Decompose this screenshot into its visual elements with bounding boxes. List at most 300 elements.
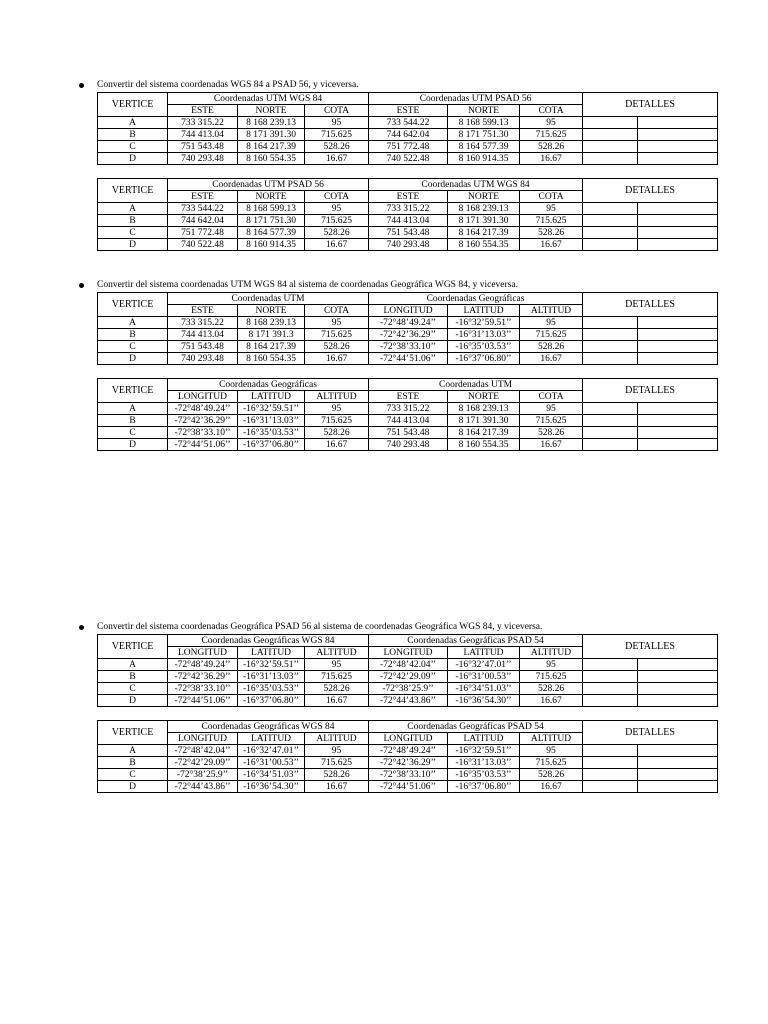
vertex-cell: A [98,317,168,329]
details-cell [583,353,638,365]
value-cell: -72°38’25.9’’ [369,683,448,695]
section-utm-geographic [97,280,717,451]
vertex-cell: C [98,341,168,353]
value-cell: 744 413.04 [168,129,238,141]
column-header: ESTE [369,105,448,117]
value-cell: 16.67 [520,239,583,251]
value-cell: 8 160 554.35 [448,439,520,451]
vertex-cell: C [98,427,168,439]
details-cell [583,757,638,769]
value-cell: 16.67 [305,239,369,251]
details-cell [583,671,638,683]
value-cell: -16°32’59.51’’ [238,403,305,415]
value-cell: 95 [520,659,583,671]
value-cell: -72°38’33.10’’ [168,683,238,695]
details-cell [638,439,718,451]
value-cell: 715.625 [305,129,369,141]
value-cell: 8 164 217.39 [238,141,305,153]
bullet-item [97,80,717,91]
value-cell: 8 171 391.30 [448,215,520,227]
value-cell: 95 [305,745,369,757]
value-cell: 528.26 [305,141,369,153]
details-cell [583,659,638,671]
value-cell: -72°42’36.29’’ [369,757,448,769]
group-header: Coordenadas UTM [369,379,583,391]
value-cell: 8 171 751.30 [238,215,305,227]
table-row [98,341,718,353]
vertex-cell: A [98,117,168,129]
details-cell [583,781,638,793]
details-cell [583,239,638,251]
value-cell: 744 642.04 [369,129,448,141]
details-cell [638,317,718,329]
value-cell: 715.625 [305,671,369,683]
value-cell: 8 164 217.39 [238,341,305,353]
section-geographic-psad-wgs [97,622,717,793]
column-header: ESTE [369,391,448,403]
value-cell: -72°44’51.06’’ [168,695,238,707]
column-header: LATITUD [238,647,305,659]
value-cell: 744 642.04 [168,215,238,227]
value-cell: 715.625 [305,415,369,427]
details-cell [583,203,638,215]
value-cell: -16°31’13.03’’ [448,329,520,341]
value-cell: 528.26 [520,769,583,781]
value-cell: 8 164 577.39 [448,141,520,153]
coordinates-table [97,634,718,707]
value-cell: -72°44’43.86’’ [369,695,448,707]
bullet-dot [79,625,84,630]
value-cell: 8 164 217.39 [448,227,520,239]
value-cell: 95 [305,117,369,129]
details-cell [638,745,718,757]
value-cell: 715.625 [520,415,583,427]
column-header: COTA [305,305,369,317]
group-header: Coordenadas UTM PSAD 56 [369,93,583,105]
bullet-text: Convertir del sistema coordenadas Geográfica PSAD 56 al sistema de coordenadas Geográfica WGS 84, y viceversa. [97,622,543,632]
value-cell: -16°35’03.53’’ [448,341,520,353]
value-cell: 740 522.48 [369,153,448,165]
value-cell: 8 160 554.35 [238,353,305,365]
details-cell [583,141,638,153]
value-cell: 740 293.48 [369,439,448,451]
value-cell: 715.625 [305,329,369,341]
table-row [98,683,718,695]
value-cell: -16°31’13.03’’ [448,757,520,769]
coordinates-table [97,378,718,451]
value-cell: 528.26 [305,341,369,353]
details-cell [638,353,718,365]
vertex-header: VERTICE [98,379,168,403]
value-cell: -72°44’51.06’’ [168,439,238,451]
value-cell: -16°35’03.53’’ [448,769,520,781]
details-header: DETALLES [583,179,718,203]
column-header: ESTE [168,305,238,317]
value-cell: 16.67 [305,353,369,365]
table-row [98,745,718,757]
value-cell: 715.625 [520,757,583,769]
bullet-dot [79,83,84,88]
vertex-cell: D [98,239,168,251]
bullet-item [97,622,717,633]
bullet-text: Convertir del sistema coordenadas UTM WGS 84 al sistema de coordenadas Geográfica WGS 84, y viceversa. [97,280,518,290]
value-cell: 95 [520,117,583,129]
details-cell [638,203,718,215]
value-cell: 16.67 [305,781,369,793]
group-header: Coordenadas Geográficas WGS 84 [168,721,369,733]
value-cell: -72°38’33.10’’ [168,427,238,439]
value-cell: 715.625 [305,757,369,769]
value-cell: -16°32’47.01’’ [238,745,305,757]
bullet-text: Convertir del sistema coordenadas WGS 84 a PSAD 56, y viceversa. [97,80,359,90]
details-cell [583,117,638,129]
value-cell: -16°36’54.30’’ [448,695,520,707]
bullet-item [97,280,717,291]
vertex-cell: B [98,415,168,427]
details-cell [583,415,638,427]
value-cell: 528.26 [305,683,369,695]
column-header: NORTE [448,391,520,403]
value-cell: 715.625 [305,215,369,227]
value-cell: 751 772.48 [168,227,238,239]
value-cell: 95 [305,659,369,671]
column-header: NORTE [448,191,520,203]
column-header: NORTE [238,191,305,203]
column-header: LATITUD [238,391,305,403]
value-cell: 8 160 914.35 [448,153,520,165]
column-header: ALTITUD [520,733,583,745]
details-cell [638,757,718,769]
details-cell [638,695,718,707]
details-cell [638,329,718,341]
value-cell: -72°42’36.29’’ [168,415,238,427]
table-row [98,153,718,165]
value-cell: 751 543.48 [168,341,238,353]
value-cell: -72°38’33.10’’ [369,341,448,353]
vertex-cell: A [98,203,168,215]
vertex-header: VERTICE [98,635,168,659]
value-cell: 740 293.48 [168,353,238,365]
details-header: DETALLES [583,293,718,317]
column-header: COTA [520,105,583,117]
value-cell: 733 315.22 [168,317,238,329]
value-cell: 528.26 [520,427,583,439]
column-header: LONGITUD [168,647,238,659]
coordinates-table [97,178,718,251]
vertex-cell: D [98,439,168,451]
value-cell: 95 [520,317,583,329]
table-row [98,769,718,781]
value-cell: 751 543.48 [168,141,238,153]
vertex-header: VERTICE [98,293,168,317]
value-cell: 8 171 751.30 [448,129,520,141]
column-header: ALTITUD [305,391,369,403]
value-cell: -72°38’33.10’’ [369,769,448,781]
value-cell: -72°48’49.24’’ [369,317,448,329]
details-cell [583,745,638,757]
vertex-cell: D [98,781,168,793]
group-header: Coordenadas Geográficas PSAD 54 [369,635,583,647]
column-header: ALTITUD [305,647,369,659]
value-cell: -72°44’51.06’’ [369,781,448,793]
group-header: Coordenadas UTM WGS 84 [168,93,369,105]
details-cell [638,769,718,781]
vertex-cell: A [98,403,168,415]
value-cell: 733 544.22 [369,117,448,129]
value-cell: 8 168 239.13 [448,203,520,215]
vertex-cell: D [98,153,168,165]
coordinates-table [97,92,718,165]
details-cell [638,141,718,153]
details-cell [638,415,718,427]
value-cell: 8 168 599.13 [238,203,305,215]
group-header: Coordenadas Geográficas WGS 84 [168,635,369,647]
vertex-header: VERTICE [98,179,168,203]
value-cell: 8 168 239.13 [448,403,520,415]
value-cell: 8 164 217.39 [448,427,520,439]
value-cell: 95 [520,745,583,757]
details-header: DETALLES [583,635,718,659]
value-cell: 16.67 [520,353,583,365]
value-cell: 744 413.04 [369,215,448,227]
value-cell: 16.67 [520,439,583,451]
details-cell [638,153,718,165]
value-cell: -16°32’59.51’’ [448,317,520,329]
vertex-cell: C [98,683,168,695]
value-cell: 95 [305,203,369,215]
value-cell: 733 315.22 [369,403,448,415]
bullet-dot [79,283,84,288]
vertex-cell: C [98,227,168,239]
vertex-cell: C [98,141,168,153]
group-header: Coordenadas UTM [168,293,369,305]
column-header: COTA [305,191,369,203]
value-cell: -16°34’51.03’’ [238,769,305,781]
value-cell: 740 522.48 [168,239,238,251]
value-cell: 733 315.22 [369,203,448,215]
details-cell [638,659,718,671]
column-header: LONGITUD [369,647,448,659]
value-cell: 8 171 391.30 [238,129,305,141]
column-header: ESTE [369,191,448,203]
details-header: DETALLES [583,93,718,117]
value-cell: -72°38’25.9’’ [168,769,238,781]
table-row [98,227,718,239]
details-cell [583,317,638,329]
value-cell: 8 168 599.13 [448,117,520,129]
details-cell [583,695,638,707]
details-cell [583,129,638,141]
vertex-cell: B [98,671,168,683]
value-cell: -16°37’06.80’’ [448,353,520,365]
value-cell: 528.26 [520,227,583,239]
coordinates-table [97,720,718,793]
details-cell [638,239,718,251]
details-cell [638,227,718,239]
table-row [98,141,718,153]
value-cell: 528.26 [305,769,369,781]
details-cell [583,153,638,165]
value-cell: 16.67 [305,439,369,451]
value-cell: -16°36’54.30’’ [238,781,305,793]
value-cell: 715.625 [520,671,583,683]
value-cell: -16°32’47.01’’ [448,659,520,671]
vertex-cell: C [98,769,168,781]
value-cell: 16.67 [305,153,369,165]
value-cell: 744 413.04 [369,415,448,427]
value-cell: -72°48’49.24’’ [168,659,238,671]
column-header: LONGITUD [168,391,238,403]
column-header: LONGITUD [369,733,448,745]
value-cell: 751 543.48 [369,427,448,439]
group-header: Coordenadas Geográficas [369,293,583,305]
value-cell: 95 [305,403,369,415]
value-cell: -16°34’51.03’’ [448,683,520,695]
details-cell [583,403,638,415]
value-cell: -72°48’42.04’’ [369,659,448,671]
value-cell: 715.625 [520,129,583,141]
value-cell: -72°48’42.04’’ [168,745,238,757]
vertex-cell: D [98,353,168,365]
value-cell: -72°42’36.29’’ [168,671,238,683]
vertex-cell: B [98,215,168,227]
value-cell: -16°35’03.53’’ [238,683,305,695]
vertex-cell: A [98,659,168,671]
column-header: LATITUD [448,305,520,317]
vertex-cell: B [98,329,168,341]
column-header: LONGITUD [168,733,238,745]
value-cell: -16°31’13.03’’ [238,415,305,427]
details-cell [638,215,718,227]
value-cell: -72°42’29.09’’ [369,671,448,683]
value-cell: -16°31’13.03’’ [238,671,305,683]
table-row [98,353,718,365]
value-cell: 528.26 [520,141,583,153]
table-row [98,415,718,427]
table-row [98,117,718,129]
value-cell: -16°37’06.80’’ [448,781,520,793]
column-header: NORTE [448,105,520,117]
details-cell [583,227,638,239]
value-cell: -72°44’51.06’’ [369,353,448,365]
column-header: LONGITUD [369,305,448,317]
details-cell [638,403,718,415]
value-cell: 16.67 [305,695,369,707]
vertex-cell: A [98,745,168,757]
group-header: Coordenadas Geográficas [168,379,369,391]
vertex-cell: B [98,757,168,769]
table-row [98,403,718,415]
details-header: DETALLES [583,721,718,745]
column-header: ALTITUD [520,305,583,317]
details-cell [583,427,638,439]
details-cell [638,671,718,683]
value-cell: 8 168 239.13 [238,117,305,129]
column-header: ALTITUD [520,647,583,659]
table-row [98,659,718,671]
value-cell: 8 160 554.35 [238,153,305,165]
value-cell: 8 168 239.13 [238,317,305,329]
column-header: LATITUD [448,647,520,659]
column-header: COTA [520,391,583,403]
value-cell: 16.67 [520,781,583,793]
value-cell: -16°31’00.53’’ [238,757,305,769]
value-cell: 528.26 [520,341,583,353]
value-cell: 8 171 391.30 [448,415,520,427]
value-cell: 740 293.48 [168,153,238,165]
details-cell [638,427,718,439]
vertex-cell: B [98,129,168,141]
column-header: NORTE [238,105,305,117]
value-cell: 95 [520,403,583,415]
table-row [98,317,718,329]
value-cell: -72°42’29.09’’ [168,757,238,769]
column-header: NORTE [238,305,305,317]
details-cell [583,329,638,341]
value-cell: 751 772.48 [369,141,448,153]
value-cell: 8 164 577.39 [238,227,305,239]
value-cell: -72°44’43.86’’ [168,781,238,793]
value-cell: 95 [520,203,583,215]
table-row [98,129,718,141]
value-cell: -16°35’03.53’’ [238,427,305,439]
coordinates-table [97,292,718,365]
column-header: LATITUD [448,733,520,745]
value-cell: 733 544.22 [168,203,238,215]
details-cell [583,769,638,781]
table-row [98,695,718,707]
details-cell [638,683,718,695]
details-cell [583,341,638,353]
value-cell: -16°32’59.51’’ [238,659,305,671]
table-row [98,439,718,451]
value-cell: 16.67 [520,695,583,707]
value-cell: 715.625 [520,215,583,227]
group-header: Coordenadas UTM WGS 84 [369,179,583,191]
table-row [98,671,718,683]
vertex-header: VERTICE [98,721,168,745]
value-cell: 528.26 [305,227,369,239]
details-cell [583,215,638,227]
table-row [98,215,718,227]
value-cell: 8 171 391.3 [238,329,305,341]
details-cell [638,341,718,353]
value-cell: 733 315.22 [168,117,238,129]
vertex-header: VERTICE [98,93,168,117]
details-cell [638,117,718,129]
details-cell [638,129,718,141]
value-cell: -72°42’36.29’’ [369,329,448,341]
value-cell: 528.26 [305,427,369,439]
value-cell: 8 160 554.35 [448,239,520,251]
table-row [98,781,718,793]
value-cell: 8 160 914.35 [238,239,305,251]
column-header: COTA [520,191,583,203]
value-cell: -16°37’06.80’’ [238,439,305,451]
details-cell [583,683,638,695]
section-wgs84-psad56 [97,80,717,251]
details-cell [583,439,638,451]
value-cell: -16°31’00.53’’ [448,671,520,683]
vertex-cell: D [98,695,168,707]
column-header: COTA [305,105,369,117]
table-row [98,427,718,439]
value-cell: -72°48’49.24’’ [369,745,448,757]
table-row [98,239,718,251]
value-cell: 95 [305,317,369,329]
group-header: Coordenadas Geográficas PSAD 54 [369,721,583,733]
details-cell [638,781,718,793]
